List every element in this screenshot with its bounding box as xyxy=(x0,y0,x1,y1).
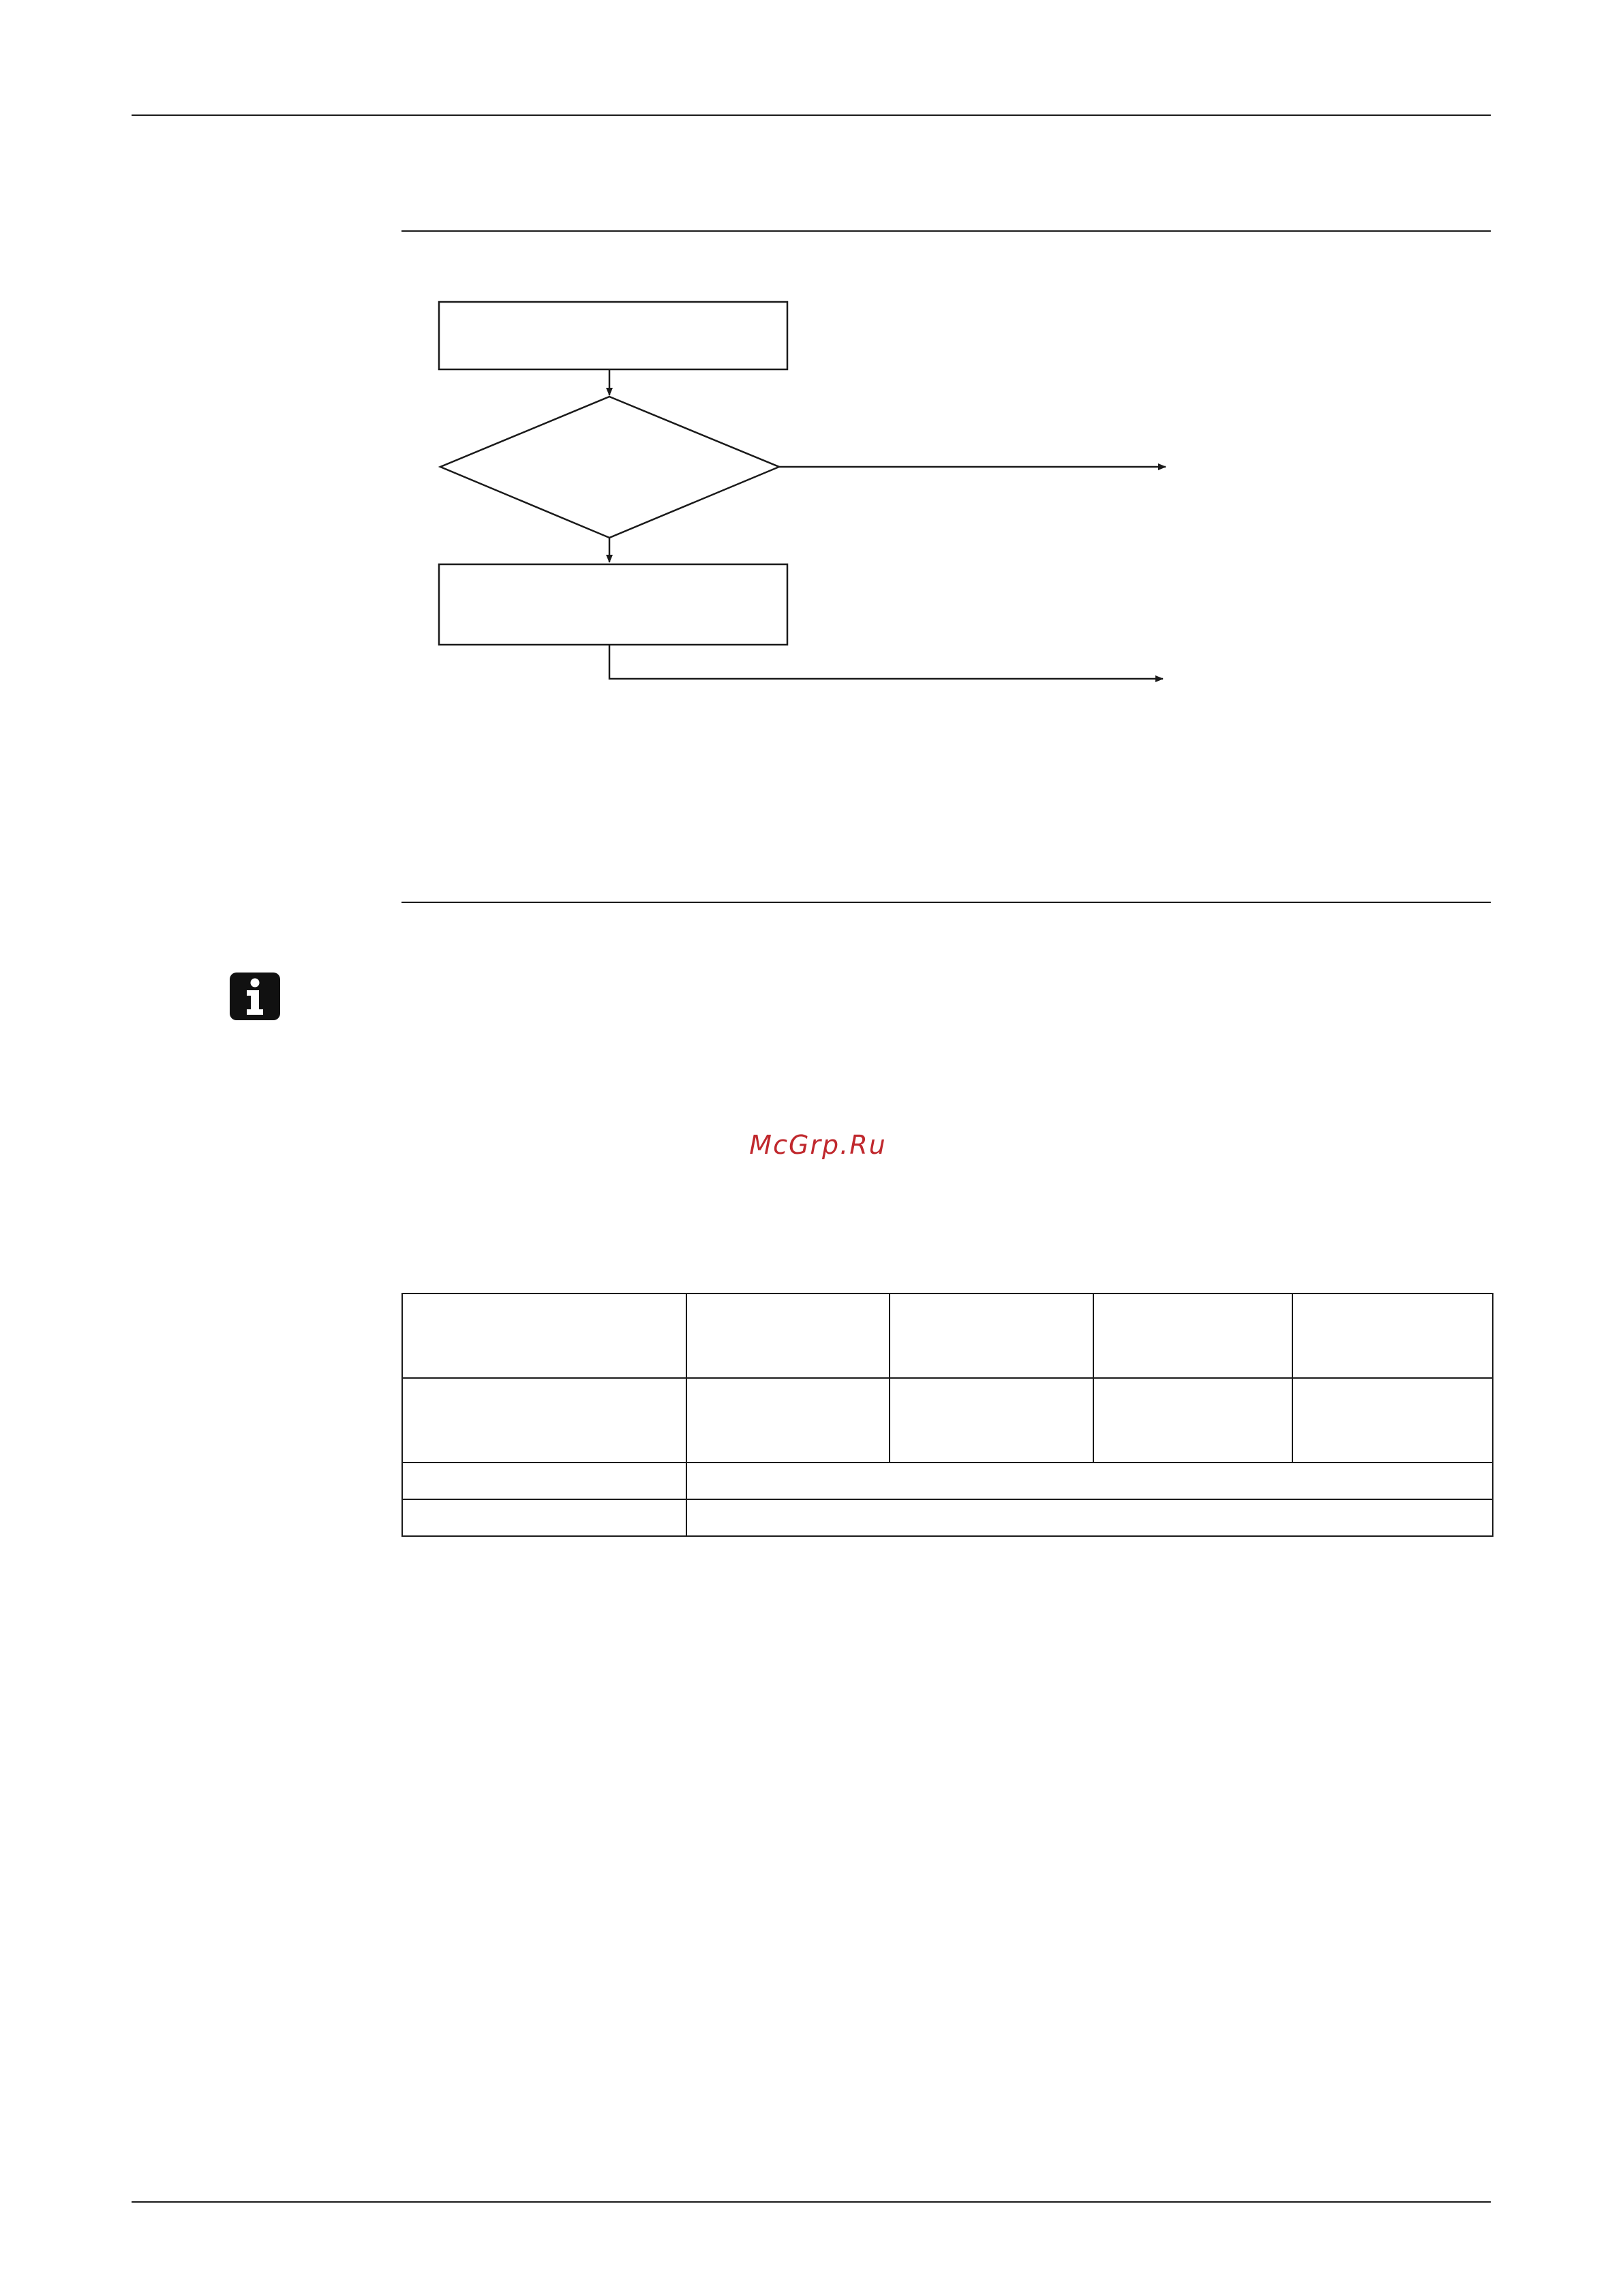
footer-rule xyxy=(132,2201,1491,2203)
table-cell xyxy=(1093,1294,1292,1378)
table-cell xyxy=(1292,1378,1493,1463)
table-cell xyxy=(402,1499,686,1536)
section-rule-middle xyxy=(401,902,1491,903)
table-cell xyxy=(402,1378,686,1463)
flow-edge-step2-to-offpage-2 xyxy=(609,645,1163,679)
table-cell xyxy=(686,1463,1493,1499)
table-cell xyxy=(686,1294,890,1378)
spec-table xyxy=(401,1293,1493,1537)
table-cell xyxy=(686,1499,1493,1536)
table-row xyxy=(402,1378,1493,1463)
info-icon xyxy=(229,972,281,1021)
table-row xyxy=(402,1294,1493,1378)
flowchart xyxy=(0,0,1623,750)
table-cell xyxy=(890,1294,1093,1378)
flow-node-step-1 xyxy=(439,302,787,369)
table-cell xyxy=(1292,1294,1493,1378)
table-row xyxy=(402,1463,1493,1499)
table-cell xyxy=(686,1378,890,1463)
watermark: McGrp.Ru xyxy=(749,1130,887,1160)
table-cell xyxy=(890,1378,1093,1463)
table-cell xyxy=(1093,1378,1292,1463)
table-row xyxy=(402,1499,1493,1536)
flow-node-step-2 xyxy=(439,564,787,645)
table-cell xyxy=(402,1463,686,1499)
flow-node-decision-1 xyxy=(440,397,779,538)
table-cell xyxy=(402,1294,686,1378)
